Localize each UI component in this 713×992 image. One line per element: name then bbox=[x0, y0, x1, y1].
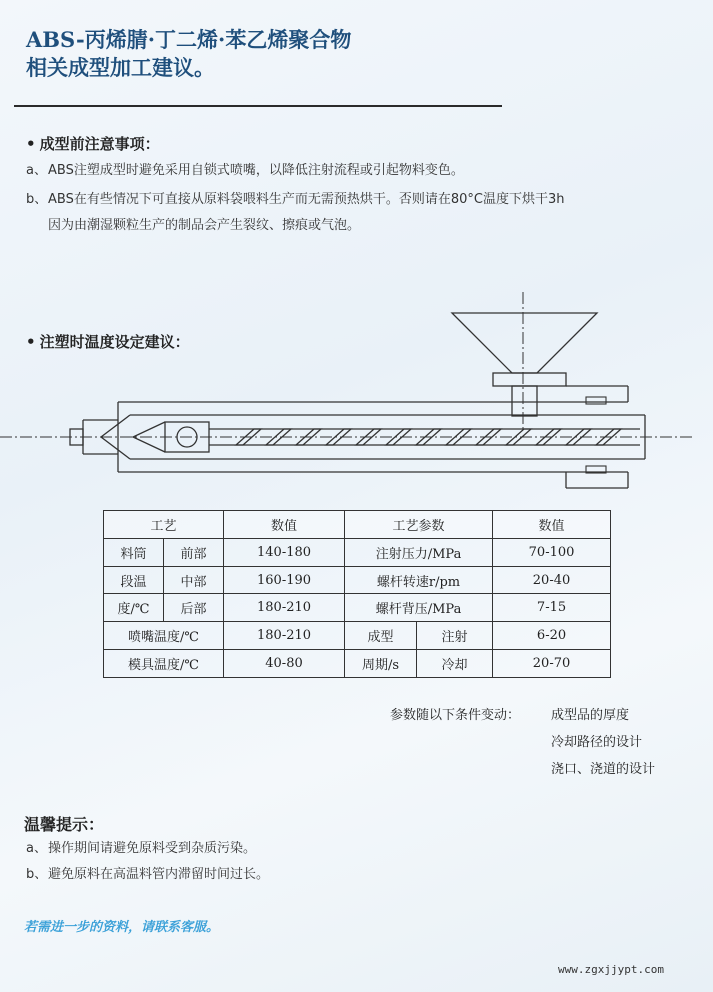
middle-value: 160-190 bbox=[224, 566, 345, 594]
barrel-label-1: 料筒 bbox=[104, 538, 164, 566]
cool-label: 冷却 bbox=[417, 650, 493, 678]
contact-note: 若需进一步的资料，请联系客服。 bbox=[24, 920, 220, 935]
item-marker: a、 bbox=[26, 841, 47, 856]
hopper-neck bbox=[493, 373, 566, 386]
item-text: 操作期间请避免原料受到杂质污染。 bbox=[48, 841, 257, 856]
injection-screw-diagram bbox=[0, 285, 713, 495]
variable-item: 冷却路径的设计 bbox=[551, 735, 643, 750]
table-row bbox=[104, 622, 611, 650]
tips-heading: 温馨提示： bbox=[24, 815, 105, 834]
item-marker: b、 bbox=[26, 192, 48, 207]
barrel-label-3: 度/℃ bbox=[104, 594, 164, 622]
website-watermark: www.zgxjjypt.com bbox=[558, 963, 664, 976]
variable-item: 浇口、浇道的设计 bbox=[551, 762, 656, 777]
inject-label: 注射 bbox=[417, 622, 493, 650]
title-divider bbox=[14, 105, 502, 107]
screw-flights bbox=[209, 429, 640, 445]
injection-pressure-value: 70-100 bbox=[493, 538, 611, 566]
nozzle-temp-value: 180-210 bbox=[224, 622, 345, 650]
table-row bbox=[104, 650, 611, 678]
bullet-icon: • bbox=[26, 333, 36, 351]
header-parameter: 工艺参数 bbox=[345, 511, 493, 539]
variable-item: 成型品的厚度 bbox=[551, 708, 630, 723]
inject-value: 6-20 bbox=[493, 622, 611, 650]
item-text: ABS注塑成型时避免采用自锁式喷嘴，以降低注射流程或引起物料变色。 bbox=[48, 163, 464, 178]
cool-value: 20-70 bbox=[493, 650, 611, 678]
item-marker: b、 bbox=[26, 867, 48, 882]
heater-band bbox=[586, 397, 606, 404]
item-text: 避免原料在高温料管内滞留时间过长。 bbox=[48, 867, 270, 882]
barrel-label-2: 段温 bbox=[104, 566, 164, 594]
header-value-2: 数值 bbox=[493, 511, 611, 539]
precautions-heading-text: 成型前注意事项： bbox=[39, 135, 160, 153]
precautions-heading bbox=[26, 133, 160, 154]
rear-value: 180-210 bbox=[224, 594, 345, 622]
screw-speed-value: 20-40 bbox=[493, 566, 611, 594]
feed-throat bbox=[512, 386, 537, 416]
tip-item-a bbox=[26, 836, 256, 862]
bullet-icon: • bbox=[26, 135, 36, 153]
nozzle-temp-label: 喷嘴温度/℃ bbox=[104, 622, 224, 650]
screw-speed-label: 螺杆转速r/pm bbox=[345, 566, 493, 594]
cycle-label-1: 成型 bbox=[345, 622, 417, 650]
mold-temp-value: 40-80 bbox=[224, 650, 345, 678]
table-row bbox=[104, 566, 611, 594]
table-row bbox=[104, 538, 611, 566]
title-line-1: ABS-丙烯腈·丁二烯·苯乙烯聚合物 bbox=[26, 27, 352, 52]
table-header-row bbox=[104, 511, 611, 539]
hopper-icon bbox=[452, 313, 597, 373]
injection-pressure-label: 注射压力/MPa bbox=[345, 538, 493, 566]
table-row bbox=[104, 594, 611, 622]
precaution-item-b-continued: 因为由潮湿颗粒生产的制品会产生裂纹、擦痕或气泡。 bbox=[48, 218, 361, 233]
precaution-item-a bbox=[26, 158, 464, 184]
front-value: 140-180 bbox=[224, 538, 345, 566]
front-label: 前部 bbox=[164, 538, 224, 566]
header-value: 数值 bbox=[224, 511, 345, 539]
variables-label: 参数随以下条件变动： bbox=[390, 708, 521, 723]
header-process: 工艺 bbox=[104, 511, 224, 539]
document-title bbox=[26, 26, 351, 82]
temperature-heading-text: 注塑时温度设定建议： bbox=[39, 333, 190, 351]
title-line-2: 相关成型加工建议。 bbox=[26, 55, 215, 80]
rear-label: 后部 bbox=[164, 594, 224, 622]
precaution-item-b bbox=[26, 187, 564, 213]
mold-temp-label: 模具温度/℃ bbox=[104, 650, 224, 678]
process-parameter-table bbox=[103, 510, 611, 678]
back-pressure-label: 螺杆背压/MPa bbox=[345, 594, 493, 622]
tip-item-b bbox=[26, 862, 269, 888]
cycle-label-2: 周期/s bbox=[345, 650, 417, 678]
item-text: ABS在有些情况下可直接从原料袋喂料生产而无需预热烘干。否则请在80°C温度下烘干3h bbox=[48, 192, 565, 207]
item-marker: a、 bbox=[26, 163, 47, 178]
middle-label: 中部 bbox=[164, 566, 224, 594]
back-pressure-value: 7-15 bbox=[493, 594, 611, 622]
